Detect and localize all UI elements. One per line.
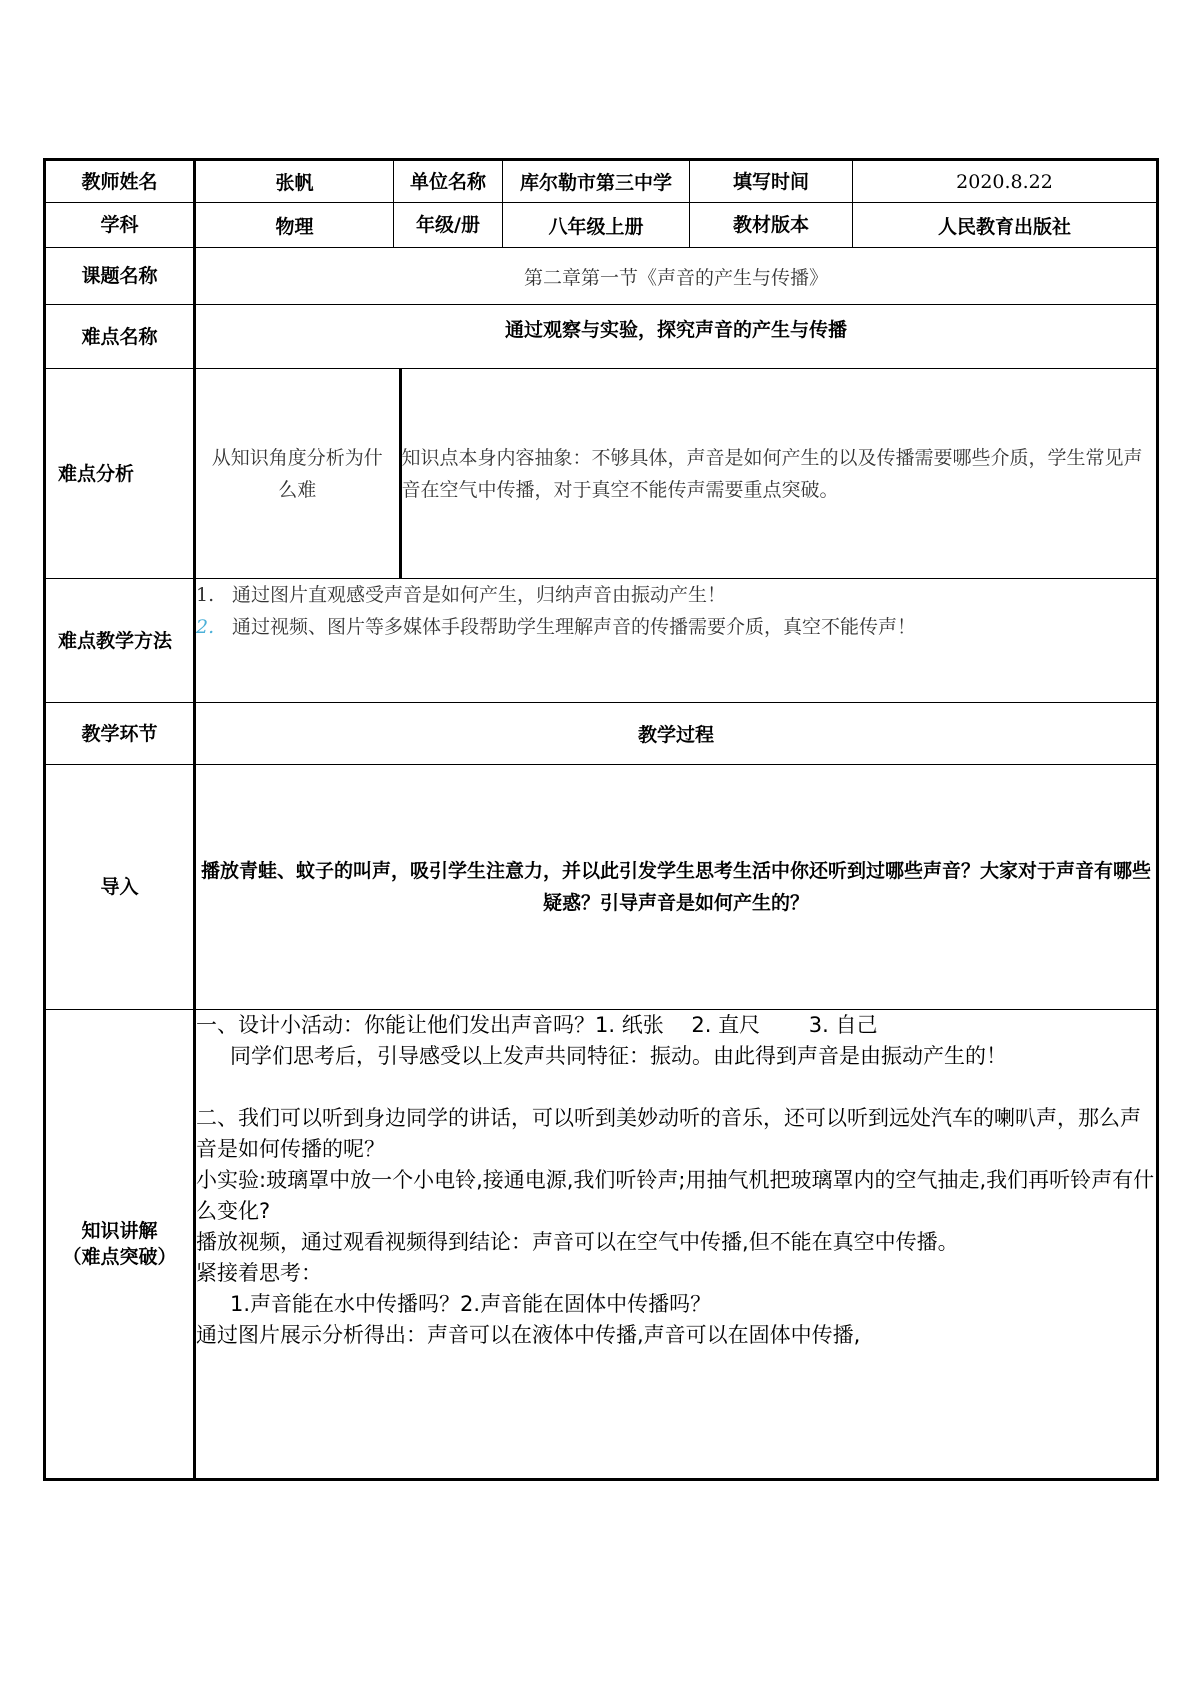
process-label: 教学环节: [45, 703, 195, 765]
methods-list: [195, 579, 1158, 703]
knowledge-line-4: 小实验:玻璃罩中放一个小电铃,接通电源,我们听铃声;用抽气机把玻璃罩内的空气抽走,我们再听铃声有什么变化?: [196, 1168, 1155, 1223]
teacher-value: 张帆: [195, 160, 394, 203]
topic-value: 第二章第一节《声音的产生与传播》: [195, 248, 1158, 305]
methods-row: [45, 579, 1158, 703]
knowledge-line-6: 紧接着思考：: [196, 1261, 322, 1285]
knowledge-label-line2: （难点突破）: [62, 1246, 177, 1268]
knowledge-line-5: 播放视频，通过观看视频得到结论：声音可以在空气中传播,但不能在真空中传播。: [196, 1230, 959, 1254]
unit-value: 库尔勒市第三中学: [503, 160, 690, 203]
knowledge-line-1: 一、设计小活动：你能让他们发出声音吗？1. 纸张 2. 直尺 3. 自己: [196, 1013, 878, 1037]
method-item-2: [196, 611, 1156, 643]
grade-value: 八年级上册: [503, 203, 690, 248]
methods-label: 难点教学方法: [45, 579, 195, 703]
knowledge-gap: [196, 1072, 1156, 1103]
process-value: 教学过程: [195, 703, 1158, 765]
method-text-2: 通过视频、图片等多媒体手段帮助学生理解声音的传播需要介质，真空不能传声！: [232, 616, 917, 638]
analysis-inner: [196, 369, 1156, 578]
process-header-row: [45, 703, 1158, 765]
header-row-2: [45, 203, 1158, 248]
method-num-1: 1.: [196, 584, 215, 606]
unit-label: 单位名称: [394, 160, 503, 203]
knowledge-content: [195, 1010, 1158, 1480]
analysis-label: 难点分析: [45, 369, 195, 579]
knowledge-row: [45, 1010, 1158, 1480]
knowledge-line-3: 二、我们可以听到身边同学的讲话，可以听到美妙动听的音乐，还可以听到远处汽车的喇叭声，那么声音是如何传播的呢？: [196, 1106, 1141, 1161]
topic-row: [45, 248, 1158, 305]
method-num-2: 2.: [196, 616, 215, 638]
date-label: 填写时间: [690, 160, 853, 203]
subject-label: 学科: [45, 203, 195, 248]
header-row-1: [45, 160, 1158, 203]
knowledge-label-line1: 知识讲解: [81, 1220, 158, 1242]
date-value: 2020.8.22: [853, 160, 1158, 203]
analysis-row: [45, 369, 1158, 579]
method-item-1: [196, 579, 1156, 611]
difficulty-row: [45, 305, 1158, 369]
analysis-sub-label: 从知识角度分析为什么难: [196, 369, 400, 578]
method-text-1: 通过图片直观感受声音是如何产生，归纳声音由振动产生！: [232, 584, 727, 606]
intro-row: [45, 765, 1158, 1010]
edition-value: 人民教育出版社: [853, 203, 1158, 248]
knowledge-label: [45, 1010, 195, 1480]
topic-label: 课题名称: [45, 248, 195, 305]
teacher-label: 教师姓名: [45, 160, 195, 203]
grade-label: 年级/册: [394, 203, 503, 248]
subject-value: 物理: [195, 203, 394, 248]
edition-label: 教材版本: [690, 203, 853, 248]
knowledge-line-2: 同学们思考后，引导感受以上发声共同特征：振动。由此得到声音是由振动产生的！: [230, 1044, 1007, 1068]
difficulty-label: 难点名称: [45, 305, 195, 369]
knowledge-line-7: 1.声音能在水中传播吗？2.声音能在固体中传播吗？: [230, 1292, 712, 1316]
intro-text: 播放青蛙、蚊子的叫声，吸引学生注意力，并以此引发学生思考生活中你还听到过哪些声音？大家对于声音有哪些疑惑？引导声音是如何产生的？: [195, 765, 1158, 1010]
analysis-text: 知识点本身内容抽象：不够具体，声音是如何产生的以及传播需要哪些介质，学生常见声音在空气中传播，对于真空不能传声需要重点突破。: [401, 446, 1143, 501]
analysis-cell: [195, 369, 1158, 579]
intro-label: 导入: [45, 765, 195, 1010]
difficulty-value: 通过观察与实验，探究声音的产生与传播: [195, 305, 1158, 369]
lesson-plan-table: [43, 158, 1159, 1481]
knowledge-line-8: 通过图片展示分析得出：声音可以在液体中传播,声音可以在固体中传播,: [196, 1323, 861, 1347]
